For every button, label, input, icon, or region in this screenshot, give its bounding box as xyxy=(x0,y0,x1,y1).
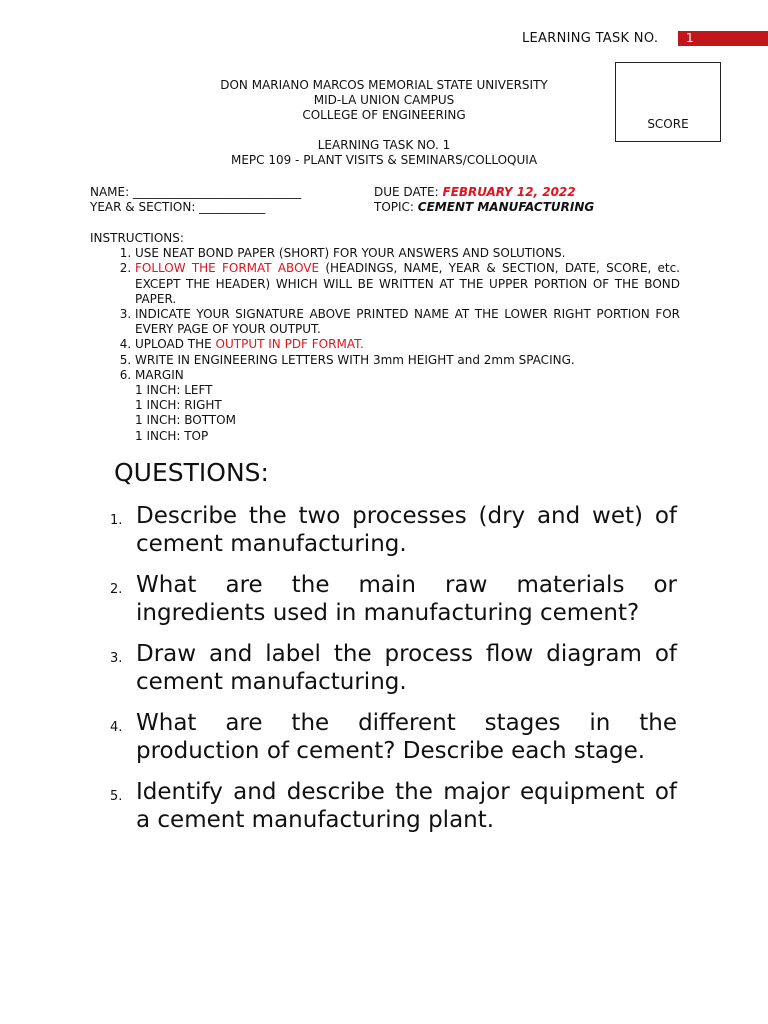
year-section-field: YEAR & SECTION: ___________ xyxy=(90,200,266,214)
topic-label: TOPIC: xyxy=(374,200,418,214)
document-header xyxy=(140,78,628,168)
task-title: LEARNING TASK NO. 1 xyxy=(317,138,451,152)
instructions-list xyxy=(90,246,680,444)
margin-item: 1 INCH: TOP xyxy=(135,428,209,443)
instruction-item: 2. FOLLOW THE FORMAT ABOVE (HEADINGS, NAME, YEAR & SECTION, DATE, SCORE, etc. EXCEPT THE HEADER) WHICH WILL BE WRITTEN AT THE UPPER PORTION OF THE BOND PAPER. xyxy=(135,261,680,307)
learning-task-number-badge: 1 xyxy=(678,31,768,46)
topic-value: CEMENT MANUFACTURING xyxy=(417,200,595,214)
instruction-highlight: FOLLOW THE FORMAT ABOVE xyxy=(135,261,320,276)
score-box xyxy=(615,62,721,142)
course-title: MEPC 109 - PLANT VISITS & SEMINARS/COLLOQUIA xyxy=(230,153,538,167)
campus-name: MID-LA UNION CAMPUS xyxy=(313,93,455,107)
question-item xyxy=(110,640,677,696)
instruction-item: 6. MARGIN 1 INCH: LEFT 1 INCH: RIGHT 1 INCH: BOTTOM 1 INCH: TOP xyxy=(135,368,680,444)
question-item xyxy=(110,709,677,765)
name-field: NAME: ____________________________ xyxy=(90,185,301,199)
instructions-title: INSTRUCTIONS: xyxy=(90,231,184,245)
question-number: 2. xyxy=(110,582,123,597)
instruction-item: 1. USE NEAT BOND PAPER (SHORT) FOR YOUR ANSWERS AND SOLUTIONS. xyxy=(135,246,680,261)
question-text: What are the main raw materials or ingredients used in manufacturing cement? xyxy=(136,572,677,626)
margin-item: 1 INCH: BOTTOM xyxy=(135,413,236,428)
question-number: 4. xyxy=(110,720,123,735)
due-date xyxy=(374,185,576,200)
topic xyxy=(374,200,594,215)
due-date-label: DUE DATE: xyxy=(374,185,443,199)
instructions-section xyxy=(90,231,680,444)
question-text: Describe the two processes (dry and wet) of cement manufacturing. xyxy=(136,503,677,557)
university-name: DON MARIANO MARCOS MEMORIAL STATE UNIVERSITY xyxy=(220,78,548,92)
question-text: Draw and label the process flow diagram of cement manufacturing. xyxy=(136,641,677,695)
question-number: 1. xyxy=(110,513,123,528)
learning-task-label: LEARNING TASK NO. xyxy=(522,31,659,46)
margin-item: 1 INCH: RIGHT xyxy=(135,398,222,413)
instruction-item: 5. WRITE IN ENGINEERING LETTERS WITH 3mm HEIGHT and 2mm SPACING. xyxy=(135,353,680,368)
question-item xyxy=(110,502,677,558)
question-item xyxy=(110,778,677,834)
questions-list xyxy=(110,502,677,847)
score-label: SCORE xyxy=(647,117,689,131)
question-number: 5. xyxy=(110,789,123,804)
college-name: COLLEGE OF ENGINEERING xyxy=(302,108,466,122)
margin-list xyxy=(135,383,680,444)
instruction-item: 3. INDICATE YOUR SIGNATURE ABOVE PRINTED NAME AT THE LOWER RIGHT PORTION FOR EVERY PAGE OF YOUR OUTPUT. xyxy=(135,307,680,337)
question-text: What are the different stages in the production of cement? Describe each stage. xyxy=(136,710,677,764)
instruction-item: 4. UPLOAD THE OUTPUT IN PDF FORMAT. xyxy=(135,337,680,352)
due-date-value: FEBRUARY 12, 2022 xyxy=(442,185,576,199)
question-text: Identify and describe the major equipment of a cement manufacturing plant. xyxy=(136,779,677,833)
instruction-highlight: OUTPUT IN PDF FORMAT. xyxy=(215,337,364,352)
questions-title: QUESTIONS: xyxy=(114,458,269,487)
margin-item: 1 INCH: LEFT xyxy=(135,383,213,398)
question-number: 3. xyxy=(110,651,123,666)
question-item xyxy=(110,571,677,627)
